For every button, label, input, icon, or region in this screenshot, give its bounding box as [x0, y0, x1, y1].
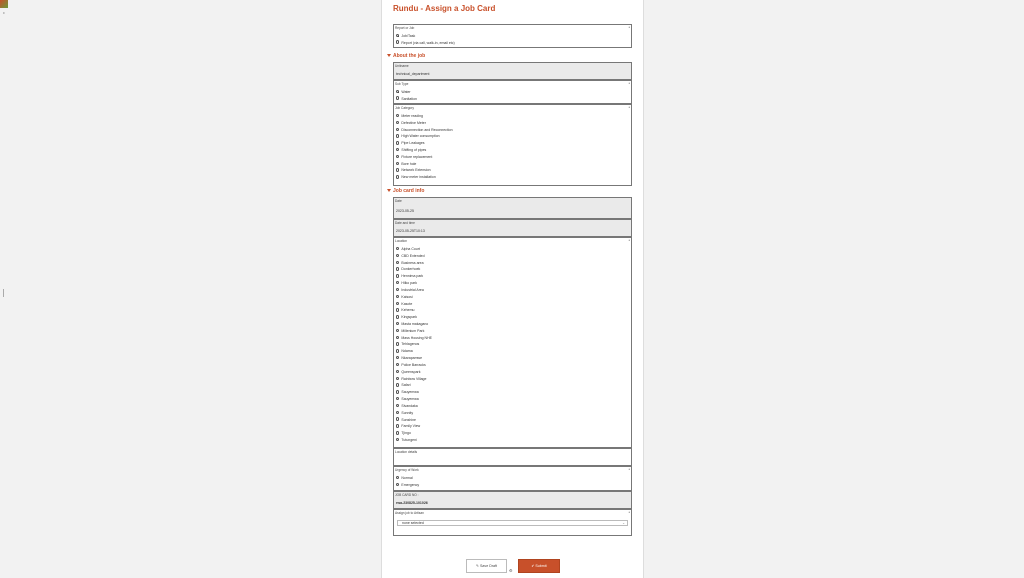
radio-unchecked-icon[interactable] — [396, 438, 399, 441]
required-marker: * — [628, 467, 630, 472]
radio-option[interactable] — [396, 162, 416, 168]
radio-option[interactable] — [396, 363, 426, 369]
radio-label: Sauyemwa — [401, 390, 419, 395]
chevron-down-icon: ⌄ — [622, 521, 625, 525]
question-job-category — [393, 104, 632, 186]
radio-label: Kasote — [401, 301, 413, 306]
radio-unchecked-icon[interactable] — [396, 476, 399, 479]
submit-button[interactable]: ✔ Submit — [518, 559, 560, 573]
radio-unchecked-icon[interactable] — [396, 383, 399, 386]
radio-label: Job/Task — [401, 34, 416, 38]
radio-label: Tutungeni — [401, 437, 417, 442]
radio-option[interactable] — [396, 329, 424, 335]
question-unitname — [393, 62, 632, 80]
question-label: Location — [395, 239, 408, 243]
radio-option[interactable] — [396, 90, 411, 96]
radio-label: Safari — [401, 383, 411, 388]
radio-unchecked-icon[interactable] — [396, 114, 399, 117]
radio-option[interactable] — [396, 247, 420, 253]
collapse-caret-icon[interactable] — [387, 54, 391, 57]
radio-unchecked-icon[interactable] — [396, 342, 399, 345]
radio-label: Fixture replacement — [401, 154, 433, 159]
radio-option[interactable] — [396, 431, 411, 437]
radio-option[interactable] — [396, 349, 413, 355]
radio-unchecked-icon[interactable] — [396, 121, 399, 124]
radio-option[interactable] — [396, 128, 453, 134]
section-job-card-info[interactable] — [387, 188, 424, 194]
radio-option[interactable] — [396, 438, 417, 444]
logo-caption: ≡ — [3, 11, 5, 15]
radio-label: Business area — [401, 260, 424, 265]
radio-unchecked-icon[interactable] — [396, 267, 399, 270]
radio-label: Pipe Leakages — [401, 141, 425, 146]
radio-label: Sunnity — [401, 410, 414, 415]
radio-option[interactable] — [396, 404, 418, 410]
radio-unchecked-icon[interactable] — [396, 397, 399, 400]
radio-unchecked-icon[interactable] — [396, 363, 399, 366]
artisan-select[interactable] — [397, 520, 628, 526]
radio-option[interactable] — [396, 261, 424, 267]
required-marker: * — [628, 81, 630, 86]
page-title: Rundu - Assign a Job Card — [393, 4, 496, 13]
radio-option[interactable] — [396, 288, 424, 294]
app-logo-icon[interactable] — [0, 0, 8, 8]
question-label: Urgency of Work — [395, 468, 419, 472]
collapse-caret-icon[interactable] — [387, 189, 391, 192]
radio-label: Report (via call, walk-in, email etc) — [401, 40, 455, 45]
radio-label: Tehlagenos — [401, 342, 420, 347]
radio-unchecked-icon[interactable] — [396, 424, 399, 427]
radio-option[interactable] — [396, 254, 425, 260]
radio-unchecked-icon[interactable] — [396, 96, 399, 99]
select-placeholder: none selected — [402, 521, 424, 525]
radio-label: Meter reading — [401, 114, 423, 118]
radio-label: Kaisosi — [401, 294, 413, 299]
radio-label: Disconnection and Reconnection — [401, 127, 453, 132]
radio-option[interactable] — [396, 336, 432, 342]
side-indicator — [3, 289, 4, 297]
date-time-value: 2023-05-25T10:13 — [396, 229, 425, 233]
radio-unchecked-icon[interactable] — [396, 281, 399, 284]
radio-option[interactable] — [396, 302, 412, 308]
radio-label: Kingspark — [401, 315, 417, 320]
required-marker: * — [628, 105, 630, 110]
radio-label: Sunshine — [401, 417, 416, 422]
radio-unchecked-icon[interactable] — [396, 168, 399, 171]
radio-option[interactable] — [396, 121, 426, 127]
radio-unchecked-icon[interactable] — [396, 417, 399, 420]
radio-checked-icon[interactable] — [396, 90, 399, 93]
radio-unchecked-icon[interactable] — [396, 134, 399, 137]
radio-unchecked-icon[interactable] — [396, 308, 399, 311]
radio-option[interactable] — [396, 97, 417, 103]
radio-option[interactable] — [396, 41, 455, 47]
radio-option[interactable] — [396, 418, 416, 424]
question-label: Location details — [395, 450, 418, 454]
radio-label: Industrial Area — [401, 287, 424, 292]
radio-option[interactable] — [396, 281, 417, 287]
radio-unchecked-icon[interactable] — [396, 431, 399, 434]
question-job-card-no — [393, 491, 632, 509]
radio-unchecked-icon[interactable] — [396, 288, 399, 291]
radio-label: Sauyemwa — [401, 397, 419, 402]
radio-option[interactable] — [396, 370, 420, 376]
radio-option[interactable] — [396, 114, 423, 120]
question-urgency — [393, 466, 632, 491]
question-label: Assign job to Artisan — [395, 511, 424, 515]
section-title: About the job — [393, 53, 426, 59]
radio-unchecked-icon[interactable] — [396, 128, 399, 131]
radio-option[interactable] — [396, 267, 420, 273]
radio-unchecked-icon[interactable] — [396, 302, 399, 305]
radio-unchecked-icon[interactable] — [396, 295, 399, 298]
radio-unchecked-icon[interactable] — [396, 370, 399, 373]
radio-unchecked-icon[interactable] — [396, 141, 399, 144]
radio-unchecked-icon[interactable] — [396, 148, 399, 151]
radio-option[interactable] — [396, 34, 415, 40]
question-label: Unitname — [395, 64, 409, 68]
radio-label: High Water consumption — [401, 134, 440, 139]
section-about-the-job[interactable] — [387, 53, 425, 59]
date-value: 2023-05-25 — [396, 209, 414, 213]
radio-label: Donkerhoek — [401, 267, 421, 272]
radio-label: Hennima park — [401, 274, 424, 279]
radio-label: Ndama — [401, 349, 413, 354]
radio-label: Defective Meter — [401, 120, 426, 125]
radio-option[interactable] — [396, 308, 414, 314]
radio-label: Millenium Park — [401, 328, 425, 333]
radio-label: Sanitation — [401, 96, 417, 101]
radio-option[interactable] — [396, 315, 417, 321]
radio-label: Masta makagano — [401, 322, 429, 327]
required-marker: * — [628, 510, 630, 515]
radio-option[interactable] — [396, 322, 428, 328]
radio-option[interactable] — [396, 134, 440, 140]
question-report-or-job — [393, 24, 632, 48]
radio-label: Sivandaka — [401, 403, 418, 408]
radio-option[interactable] — [396, 377, 426, 383]
radio-label: New meter installation — [401, 175, 436, 180]
section-title: Job card info — [393, 188, 425, 194]
required-marker: * — [628, 238, 630, 243]
radio-unchecked-icon[interactable] — [396, 175, 399, 178]
radio-checked-icon[interactable] — [396, 34, 399, 37]
question-label: Date — [395, 199, 402, 203]
unitname-value: technical_department — [396, 72, 430, 76]
required-marker: * — [628, 25, 630, 30]
radio-option[interactable] — [396, 168, 431, 174]
question-label: JOB CARD NO : — [395, 493, 419, 497]
radio-option[interactable] — [396, 148, 426, 154]
radio-label: Normal — [401, 476, 413, 480]
radio-unchecked-icon[interactable] — [396, 254, 399, 257]
question-location — [393, 237, 632, 448]
radio-unchecked-icon[interactable] — [396, 356, 399, 359]
question-assign-artisan — [393, 509, 632, 536]
radio-unchecked-icon[interactable] — [396, 404, 399, 407]
radio-option[interactable] — [396, 155, 432, 161]
radio-option[interactable] — [396, 390, 419, 396]
radio-option[interactable] — [396, 356, 422, 362]
radio-unchecked-icon[interactable] — [396, 390, 399, 393]
radio-option[interactable] — [396, 424, 420, 430]
radio-option[interactable] — [396, 476, 413, 482]
radio-label: Nkarapamwe — [401, 356, 423, 361]
radio-label: Queenspark — [401, 369, 421, 374]
radio-unchecked-icon[interactable] — [396, 162, 399, 165]
radio-label: Network Extension — [401, 168, 431, 173]
radio-label: Mass Housing NHE — [401, 335, 432, 340]
radio-label: Rainbow Village — [401, 376, 427, 381]
radio-label: Emergency — [401, 482, 420, 487]
radio-option[interactable] — [396, 411, 413, 417]
radio-option[interactable] — [396, 383, 411, 389]
settings-icon[interactable]: ⚙ — [509, 568, 513, 573]
job-card-no-value: rwa-230825-101026 — [396, 501, 428, 505]
radio-option[interactable] — [396, 175, 436, 181]
radio-unchecked-icon[interactable] — [396, 247, 399, 250]
radio-label: Alpha Court — [401, 247, 420, 251]
radio-unchecked-icon[interactable] — [396, 349, 399, 352]
radio-unchecked-icon[interactable] — [396, 377, 399, 380]
radio-label: Bore hole — [401, 161, 417, 166]
question-label: Report or Job — [395, 26, 415, 30]
radio-unchecked-icon[interactable] — [396, 315, 399, 318]
radio-unchecked-icon[interactable] — [396, 329, 399, 332]
radio-unchecked-icon[interactable] — [396, 483, 399, 486]
question-location-details[interactable] — [393, 448, 632, 466]
radio-option[interactable] — [396, 141, 425, 147]
radio-label: Family View — [401, 424, 421, 429]
save-draft-button[interactable]: ✎ Save Draft — [466, 559, 507, 573]
radio-label: Kehemu — [401, 308, 415, 313]
radio-label: Water — [401, 90, 411, 94]
radio-unchecked-icon[interactable] — [396, 40, 399, 43]
question-label: Sub Type — [395, 82, 409, 86]
radio-unchecked-icon[interactable] — [396, 322, 399, 325]
radio-label: Hilko park — [401, 281, 417, 286]
radio-unchecked-icon[interactable] — [396, 336, 399, 339]
radio-unchecked-icon[interactable] — [396, 155, 399, 158]
radio-option[interactable] — [396, 397, 419, 403]
radio-label: Tjingo — [401, 431, 411, 436]
radio-unchecked-icon[interactable] — [396, 274, 399, 277]
radio-label: CBD Extended — [401, 253, 425, 258]
radio-label: Shifting of pipes — [401, 148, 427, 152]
question-date-and-time — [393, 219, 632, 237]
form-page — [381, 0, 644, 578]
radio-unchecked-icon[interactable] — [396, 261, 399, 264]
radio-option[interactable] — [396, 483, 419, 489]
radio-option[interactable] — [396, 342, 419, 348]
radio-option[interactable] — [396, 295, 413, 301]
radio-unchecked-icon[interactable] — [396, 411, 399, 414]
question-label: Date and time — [395, 221, 415, 225]
question-sub-type — [393, 80, 632, 104]
question-label: Job Category — [395, 106, 414, 110]
question-date — [393, 197, 632, 219]
radio-option[interactable] — [396, 274, 423, 280]
radio-label: Police Barracks — [401, 362, 426, 367]
